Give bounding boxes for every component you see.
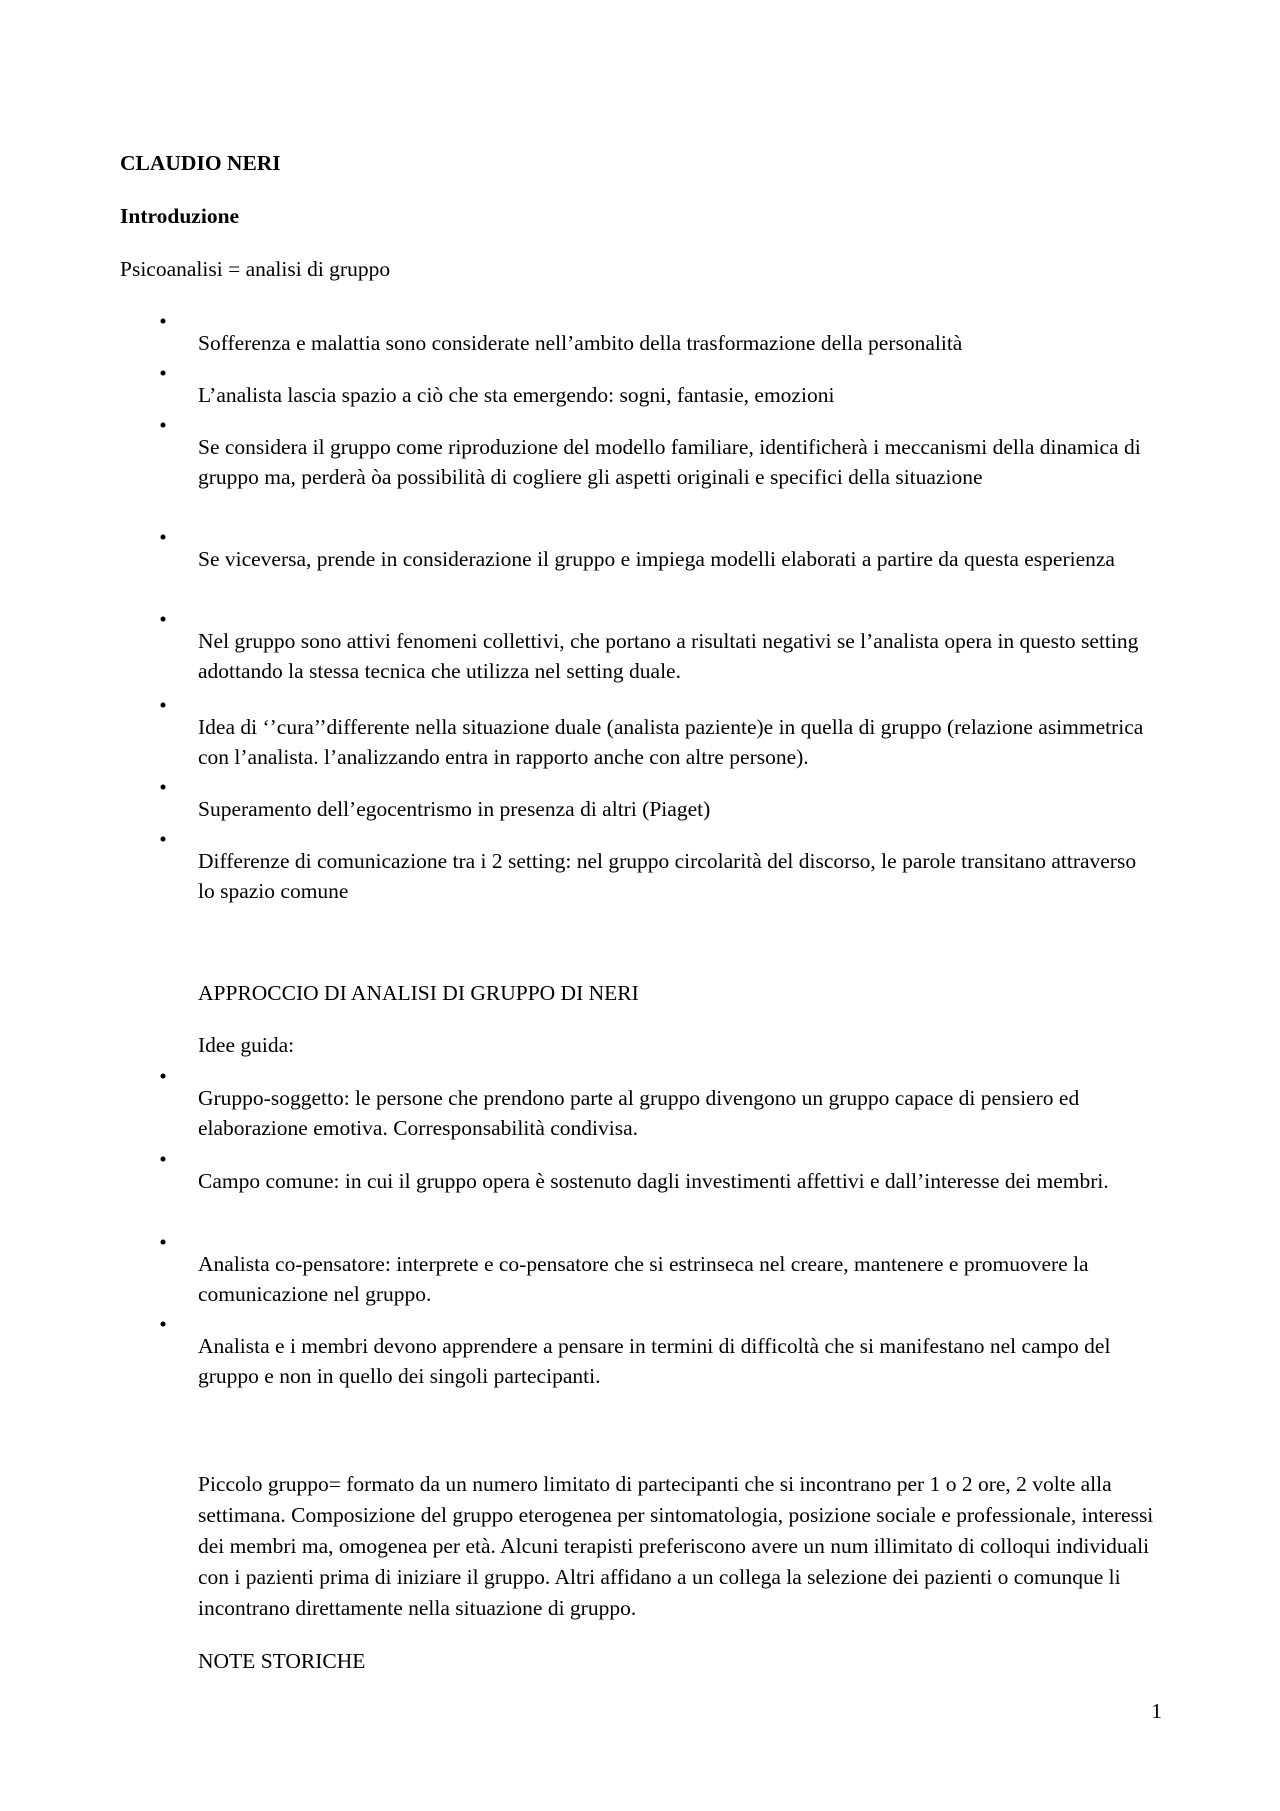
list-item-text: Nel gruppo sono attivi fenomeni collettivi, che portano a risultati negativi se l’analista opera in questo setting adottando la stessa tecnica che utilizza nel setting duale. bbox=[198, 628, 1139, 683]
list-item-text: Se viceversa, prende in considerazione il gruppo e impiega modelli elaborati a partire da questa esperienza bbox=[198, 546, 1115, 571]
bullet-marker: • bbox=[159, 693, 167, 717]
page-number: 1 bbox=[1151, 1699, 1162, 1723]
bullet-marker: • bbox=[159, 1147, 167, 1171]
bullet-marker: • bbox=[159, 361, 167, 385]
list-item-text: Analista e i membri devono apprendere a pensare in termini di difficoltà che si manifestano nel campo del gruppo e non in quello dei singoli partecipanti. bbox=[198, 1333, 1111, 1388]
approach-heading: APPROCCIO DI ANALISI DI GRUPPO DI NERI bbox=[198, 980, 639, 1005]
approach-subheading: Idee guida: bbox=[198, 1032, 295, 1057]
bullet-marker: • bbox=[159, 1064, 167, 1088]
bullet-marker: • bbox=[159, 1230, 167, 1254]
small-group-paragraph: Piccolo gruppo= formato da un numero limitato di partecipanti che si incontrano per 1 o 2 ore, 2 volte alla settimana. Composizione del gruppo eterogenea per sintomatologia, posizione sociale e professionale, interessi dei membri ma, omogenea per età. Alcuni terapisti preferiscono avere un num illimitato di colloqui individuali con i pazienti prima di iniziare il gruppo. Altri affidano a un collega la selezione dei pazienti o comunque li incontrano direttamente nella situazione di gruppo. bbox=[198, 1471, 1154, 1620]
bullet-marker: • bbox=[159, 309, 167, 333]
list-item-text: L’analista lascia spazio a ciò che sta emergendo: sogni, fantasie, emozioni bbox=[198, 382, 835, 407]
bullet-marker: • bbox=[159, 775, 167, 799]
list-item-text: Differenze di comunicazione tra i 2 setting: nel gruppo circolarità del discorso, le parole transitano attraverso lo spazio comune bbox=[198, 848, 1137, 903]
bullet-marker: • bbox=[159, 607, 167, 631]
bullet-marker: • bbox=[159, 1312, 167, 1336]
section-heading: Introduzione bbox=[120, 204, 240, 228]
bullet-marker: • bbox=[159, 827, 167, 851]
notes-heading: NOTE STORICHE bbox=[198, 1648, 366, 1673]
list-item-text: Se considera il gruppo come riproduzione del modello familiare, identificherà i meccanismi della dinamica di gruppo ma, perderà òa possibilità di cogliere gli aspetti originali e specifici della situazione bbox=[198, 434, 1141, 489]
list-item-text: Campo comune: in cui il gruppo opera è sostenuto dagli investimenti affettivi e dall’interesse dei membri. bbox=[198, 1168, 1109, 1193]
intro-line: Psicoanalisi = analisi di gruppo bbox=[120, 257, 391, 281]
bullet-marker: • bbox=[159, 413, 167, 437]
list-item-text: Idea di ‘’cura’’differente nella situazione duale (analista paziente)e in quella di gruppo (relazione asimmetrica con l’analista. l’analizzando entra in rapporto anche con altre persone). bbox=[198, 714, 1144, 769]
list-item-text: Sofferenza e malattia sono considerate nell’ambito della trasformazione della personalità bbox=[198, 330, 963, 355]
bullet-marker: • bbox=[159, 525, 167, 549]
list-item-text: Analista co-pensatore: interprete e co-pensatore che si estrinseca nel creare, mantenere e promuovere la comunicazione nel gruppo. bbox=[198, 1251, 1089, 1306]
document-title: CLAUDIO NERI bbox=[120, 151, 281, 175]
list-item-text: Superamento dell’egocentrismo in presenza di altri (Piaget) bbox=[198, 796, 711, 821]
list-item-text: Gruppo-soggetto: le persone che prendono parte al gruppo divengono un gruppo capace di pensiero ed elaborazione emotiva. Corresponsabilità condivisa. bbox=[198, 1085, 1080, 1140]
